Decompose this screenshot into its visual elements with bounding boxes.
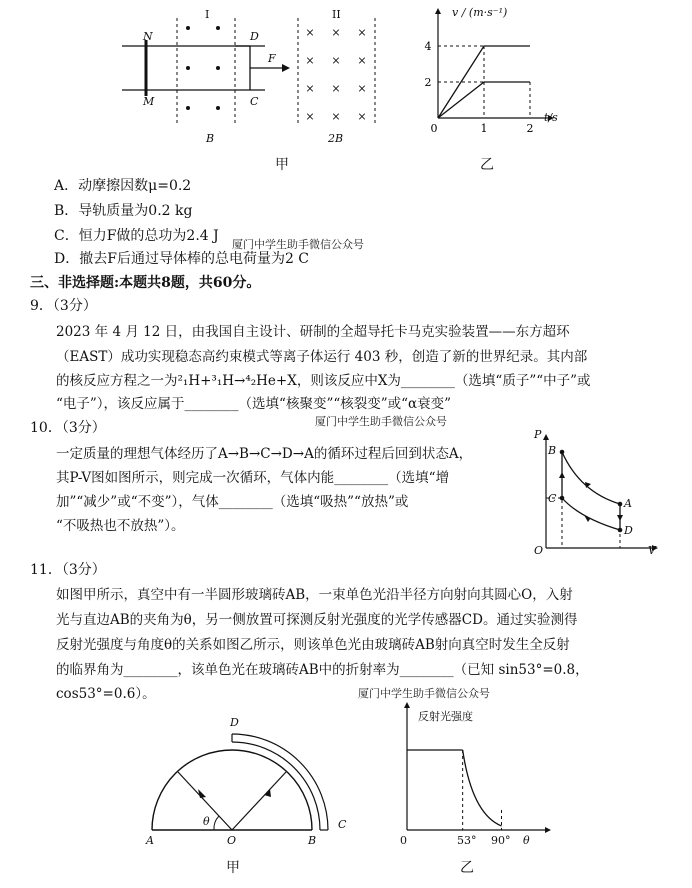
q9-line-3: 的核反应方程之一为²₁H+³₁H→⁴₂He+X，则该反应中X为________（选填“质子”“中子”或	[56, 373, 591, 389]
vt-ytick-2: 2	[424, 76, 432, 89]
svg-text:×: ×	[305, 26, 315, 39]
vt-xtick-0: 0	[430, 122, 438, 134]
vt-y-axis-label: v / (m·s⁻¹)	[452, 6, 508, 19]
svg-text:×: ×	[305, 54, 315, 67]
pv-label-A: A	[624, 497, 632, 510]
option-a: A．动摩擦因数μ=0.2	[54, 178, 192, 194]
caption-yi-top: 乙	[480, 157, 494, 173]
label-D: D	[250, 30, 259, 43]
q9-line-1: 2023 年 4 月 12 日，由我国自主设计、研制的全超导托卡马克实验装置——东方超环	[56, 324, 570, 340]
caption-yi-bottom: 乙	[460, 860, 474, 876]
refl-x-arrow	[545, 827, 551, 833]
pv-label-O: O	[534, 544, 544, 557]
svg-text:×: ×	[331, 54, 341, 67]
glass-brick-diagram	[140, 700, 370, 850]
q11-line-1: 如图甲所示，真空中有一半圆形玻璃砖AB，一束单色光沿半径方向射向其圆心O，入射	[56, 587, 573, 603]
refl-x-theta: θ	[523, 834, 530, 847]
svg-text:×: ×	[357, 54, 367, 67]
glass-label-theta: θ	[203, 815, 210, 828]
caption-jia-top: 甲	[275, 157, 289, 173]
pv-label-C: C	[548, 492, 557, 505]
label-N: N	[143, 30, 153, 43]
figure-jia-rails	[110, 0, 390, 150]
refl-y-label: 反射光强度	[418, 710, 473, 723]
q10-head: 10．（3分）	[30, 420, 106, 436]
glass-label-C: C	[338, 818, 347, 831]
label-2B: 2B	[328, 132, 344, 145]
svg-text:×: ×	[331, 110, 341, 123]
q11-line-2: 光与直边AB的夹角为θ，另一侧放置可探测反射光强度的光学传感器CD。通过实验测得	[56, 612, 578, 628]
watermark-2: 厦门中学生助手微信公众号	[315, 415, 447, 428]
q10-line-2: 其P-V图如图所示，则完成一次循环，气体内能________（选填“增	[56, 470, 450, 486]
q10-line-3: 加”“减少”或“不变”），气体________（选填“吸热”“放热”或	[56, 494, 409, 510]
q11-line-4: 的临界角为________，该单色光在玻璃砖AB中的折射率为________（已知 sin53°=0.8，	[56, 662, 589, 678]
vt-ytick-4: 4	[424, 40, 432, 53]
label-F: F	[268, 52, 276, 65]
glass-label-A: A	[146, 834, 154, 847]
svg-text:×: ×	[305, 110, 315, 123]
label-B: B	[206, 132, 215, 145]
q10-line-1: 一定质量的理想气体经历了A→B→C→D→A的循环过程后回到状态A，	[56, 446, 473, 462]
pv-label-V: V	[648, 544, 656, 557]
q9-line-4: “电子”），该反应属于________（选填“核聚变”“核裂变”或“α衰变”	[56, 396, 452, 412]
vt-xtick-1: 1	[480, 122, 488, 134]
q11-line-3: 反射光强度与角度θ的关系如图乙所示，则该单色光由玻璃砖AB射向真空时发生全反射	[56, 637, 570, 653]
glass-label-O: O	[227, 834, 237, 847]
section-3-heading: 三、非选择题:本题共8题，共60分。	[30, 275, 261, 291]
svg-text:×: ×	[357, 82, 367, 95]
watermark-1: 厦门中学生助手微信公众号	[232, 238, 364, 251]
vt-x-axis-label: t/s	[544, 111, 558, 124]
svg-text:×: ×	[357, 26, 367, 39]
label-M: M	[143, 95, 155, 108]
svg-text:×: ×	[331, 26, 341, 39]
q11-head: 11．（3分）	[30, 562, 106, 578]
q9-line-2: （EAST）成功实现稳态高约束模式等离子体运行 403 秒，创造了新的世界纪录。其内部	[56, 349, 588, 365]
option-c: C．恒力F做的总功为2.4 J	[54, 228, 219, 244]
pv-label-D: D	[624, 524, 633, 537]
option-d: D．撤去F后通过导体棒的总电荷量为2 C	[54, 251, 310, 267]
glass-label-B: B	[308, 834, 317, 847]
svg-text:×: ×	[331, 82, 341, 95]
q9-head: 9．（3分）	[30, 298, 97, 314]
pv-label-B: B	[548, 444, 557, 457]
label-C: C	[250, 95, 259, 108]
q10-line-4: “不吸热也不放热”）。	[56, 518, 185, 534]
glass-label-D: D	[230, 716, 239, 729]
vt-y-arrow	[435, 8, 441, 14]
refl-x-53: 53°	[457, 834, 477, 847]
pv-label-P: P	[534, 428, 542, 441]
label-region-II: II	[332, 8, 341, 21]
refl-y-arrow	[404, 702, 410, 708]
option-b: B．导轨质量为0.2 kg	[54, 203, 193, 219]
caption-jia-bottom: 甲	[226, 860, 240, 876]
svg-text:×: ×	[357, 110, 367, 123]
svg-text:×: ×	[305, 82, 315, 95]
refl-decay-curve	[463, 750, 502, 826]
watermark-3: 厦门中学生助手微信公众号	[358, 687, 490, 700]
vt-xtick-2: 2	[526, 122, 534, 134]
q11-line-5: cos53°=0.6）。	[56, 686, 156, 702]
refl-x-90: 90°	[491, 834, 511, 847]
refl-x-0: 0	[400, 834, 407, 847]
label-region-I: I	[205, 8, 210, 21]
